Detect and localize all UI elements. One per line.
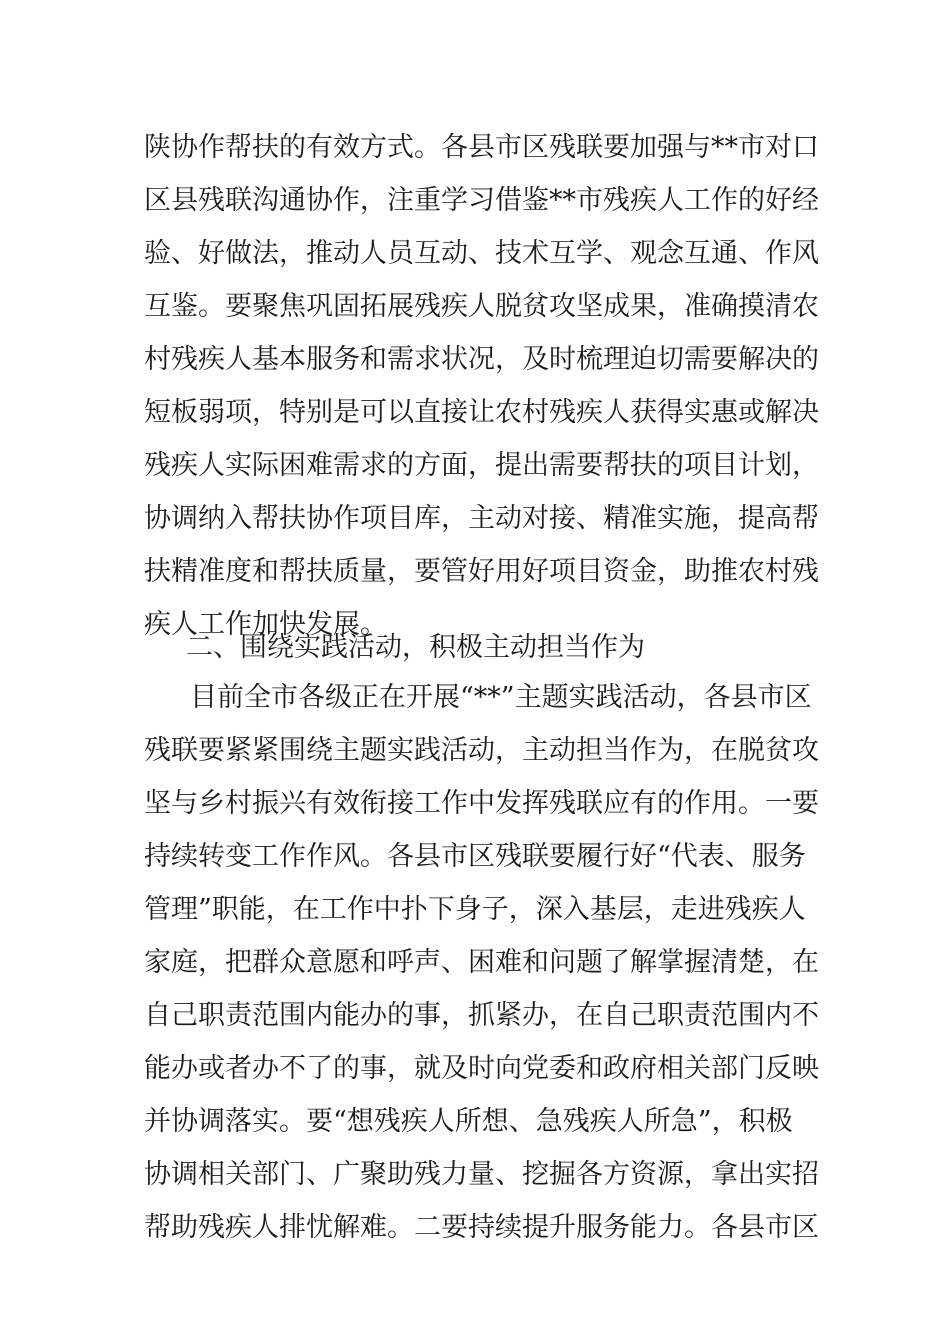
paragraph-line: 家庭，把群众意愿和呼声、困难和问题了解掌握清楚，在 [144, 947, 819, 978]
paragraph-line: 管理”职能，在工作中扑下身子，深入基层，走进残疾人 [144, 894, 806, 925]
paragraph-line: 陕协作帮扶的有效方式。各县市区残联要加强与**市对口 [144, 132, 819, 163]
paragraph-line: 目前全市各级正在开展“**”主题实践活动，各县市区 [190, 682, 812, 713]
paragraph-line: 区县残联沟通协作，注重学习借鉴**市残疾人工作的好经 [144, 185, 819, 216]
paragraph-line: 互鉴。要聚焦巩固拓展残疾人脱贫攻坚成果，准确摸清农 [144, 291, 819, 322]
paragraph-line: 残联要紧紧围绕主题实践活动，主动担当作为，在脱贫攻 [144, 735, 819, 766]
paragraph-line: 帮助残疾人排忧解难。二要持续提升服务能力。各县市区 [144, 1212, 819, 1243]
paragraph-line: 自己职责范围内能办的事，抓紧办，在自己职责范围内不 [144, 1000, 819, 1031]
paragraph-line: 协调相关部门、广聚助残力量、挖掘各方资源，拿出实招 [144, 1159, 819, 1190]
paragraph-line: 残疾人实际困难需求的方面，提出需要帮扶的项目计划， [144, 450, 819, 481]
paragraph-line: 协调纳入帮扶协作项目库，主动对接、精准实施，提高帮 [144, 503, 819, 534]
paragraph-line: 扶精准度和帮扶质量，要管好用好项目资金，助推农村残 [144, 556, 819, 587]
paragraph-line: 持续转变工作作风。各县市区残联要履行好“代表、服务 [144, 841, 806, 872]
paragraph-line: 并协调落实。要“想残疾人所想、急残疾人所急”，积极 [144, 1106, 793, 1137]
paragraph-line: 短板弱项，特别是可以直接让农村残疾人获得实惠或解决 [144, 397, 819, 428]
paragraph-line: 验、好做法，推动人员互动、技术互学、观念互通、作风 [144, 238, 819, 269]
paragraph-line: 疾人工作加快发展。 [144, 609, 387, 640]
paragraph-line: 坚与乡村振兴有效衔接工作中发挥残联应有的作用。一要 [144, 788, 819, 819]
paragraph-line: 能办或者办不了的事，就及时向党委和政府相关部门反映 [144, 1053, 819, 1084]
section-heading: 二、围绕实践活动，积极主动担当作为 [186, 632, 645, 663]
paragraph-line: 村残疾人基本服务和需求状况，及时梳理迫切需要解决的 [144, 344, 819, 375]
